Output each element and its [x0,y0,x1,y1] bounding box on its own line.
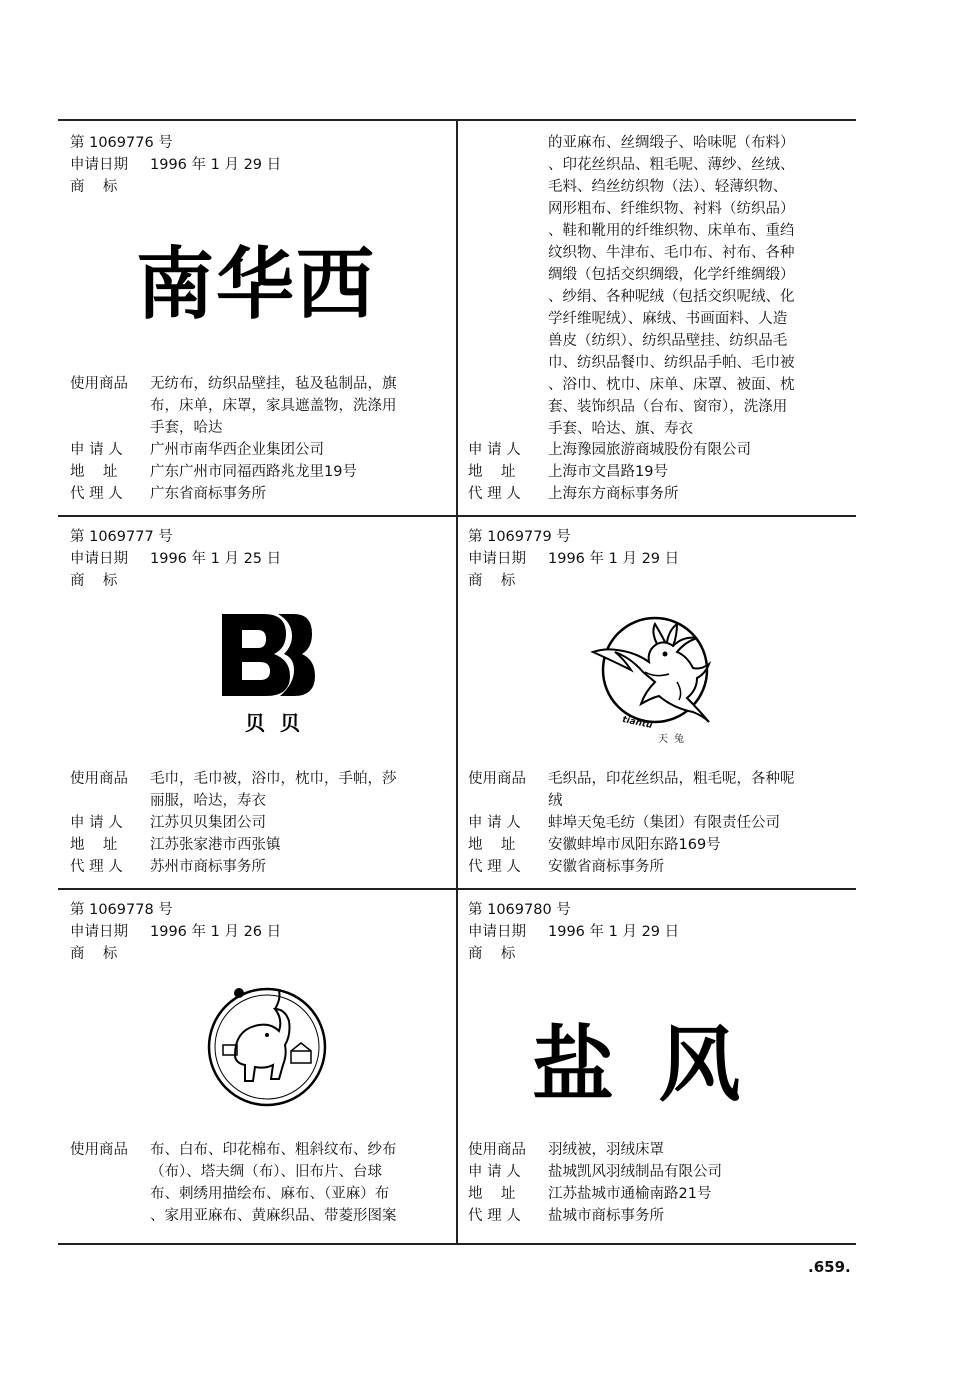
day-unit: 日 [664,551,680,567]
goods-line: 无纺布，纺织品壁挂，毡及毡制品，旗 [150,376,397,392]
trademark-wordmark: 南华西 [136,240,377,330]
goods-row [468,768,848,812]
day: 29 [641,924,661,940]
year-unit: 年 [589,551,605,567]
applicant-row [70,439,450,461]
goods-list [150,373,450,439]
goods-line: 绒 [548,793,563,809]
goods-line: 巾、纺织品餐巾、纺织品手帕、毛巾被 [548,355,795,371]
agent-label: 代 理 人 [468,486,521,502]
mark-row [70,176,450,198]
flying-rabbit-logo [585,612,725,747]
mark-label: 商 标 [468,573,516,589]
applicant-row [70,812,450,834]
agent: 广东省商标事务所 [150,486,266,502]
goods-line: （布）、塔夫绸（布）、旧布片、台球 [150,1164,382,1180]
mark-row [468,943,848,965]
year-unit: 年 [191,551,207,567]
month-unit: 月 [224,924,239,940]
date-label: 申请日期 [468,924,526,940]
date-label: 申请日期 [468,551,526,567]
goods-line: 布、刺绣用描绘布、麻布、（亚麻）布 [150,1186,390,1202]
month-unit: 月 [622,924,637,940]
year: 1996 [548,924,585,940]
day-unit: 日 [664,924,680,940]
date-label: 申请日期 [70,924,128,940]
day: 26 [243,924,263,940]
mark-label: 商 标 [70,179,118,195]
entry-number-row [70,132,450,154]
goods-line: 、家用亚麻布、黄麻织品、带菱形图案 [150,1208,397,1224]
month: 1 [608,551,618,567]
no-prefix: 第 [70,529,85,545]
page-number: .659. [808,1258,851,1276]
year-unit: 年 [191,924,207,940]
month-unit: 月 [224,157,239,173]
agent-label: 代 理 人 [468,859,521,875]
goods-row [70,373,450,439]
applicant-row [468,439,848,461]
agent-row [468,1205,848,1227]
date-row [70,921,450,943]
goods-row [70,768,450,812]
address-label: 地 址 [468,1186,516,1202]
agent-label: 代 理 人 [70,486,123,502]
applicant-label: 申 请 人 [70,815,123,831]
applicant-row [468,812,848,834]
column-divider [456,119,458,1245]
goods-line: 的亚麻布、丝绸缎子、哈味呢（布料） [548,135,795,151]
application-date [150,548,450,570]
applicant-label: 申 请 人 [70,442,123,458]
goods-list [150,1139,450,1227]
address: 江苏盐城市通榆南路21号 [548,1186,712,1202]
address-label: 地 址 [70,837,118,853]
application-date [150,154,450,176]
mark-row [468,570,848,592]
year-unit: 年 [191,157,207,173]
goods-label: 使用商品 [70,771,128,787]
entry-number-row [70,899,450,921]
day-unit: 日 [266,924,282,940]
entry-number-row [70,526,450,548]
rabbit-logo-latin: tiantu [621,714,654,732]
agent: 盐城市商标事务所 [548,1208,664,1224]
agent-row [468,483,848,505]
goods-line: 丽服，哈达，寿衣 [150,793,266,809]
address-label: 地 址 [468,464,516,480]
agent: 上海东方商标事务所 [548,486,679,502]
date-label: 申请日期 [70,551,128,567]
date-row [70,548,450,570]
entry-number: 1069778 [89,902,154,918]
date-label: 申请日期 [70,157,128,173]
continuation-details [468,439,848,505]
mark-label: 商 标 [468,946,516,962]
goods-label: 使用商品 [70,376,128,392]
applicant: 上海豫园旅游商城股份有限公司 [548,442,751,458]
agent: 苏州市商标事务所 [150,859,266,875]
no-suffix: 号 [158,902,173,918]
address-row [70,461,450,483]
goods-line: 套、装饰织品（台布、窗帘），洗涤用 [548,399,788,415]
date-row [468,921,848,943]
address-row [468,834,848,856]
year: 1996 [150,551,187,567]
agent: 安徽省商标事务所 [548,859,664,875]
address: 上海市文昌路19号 [548,464,668,480]
entry-1069777-details [70,768,450,878]
goods-line: 羽绒被，羽绒床罩 [548,1142,664,1158]
goods-line: 手套、哈达、旗、寿衣 [548,421,693,437]
agent-label: 代 理 人 [70,859,123,875]
entry-1069776-details [70,373,450,505]
no-suffix: 号 [158,135,173,151]
applicant-label: 申 请 人 [468,442,521,458]
entry-1069778-details [70,1139,450,1227]
trademark-wordmark: 盐 风 [532,1018,749,1113]
no-suffix: 号 [556,529,571,545]
goods-line: 毛料、绉丝纺织物（法）、轻薄织物、 [548,179,788,195]
goods-continuation [548,132,848,440]
goods-line: 、鞋和靴用的纤维织物、床单布、重绉 [548,223,795,239]
mark-row [70,943,450,965]
applicant-label: 申 请 人 [468,1164,521,1180]
application-date [548,548,848,570]
applicant: 盐城凯风羽绒制品有限公司 [548,1164,722,1180]
date-row [468,548,848,570]
month: 1 [210,924,220,940]
goods-line: 布、白布、印花棉布、粗斜纹布、纱布 [150,1142,397,1158]
entry-number-row [468,526,848,548]
goods-line: 布，床单，床罩，家具遮盖物，洗涤用 [150,398,397,414]
goods-label: 使用商品 [468,1142,526,1158]
entry-number: 1069776 [89,135,154,151]
goods-line: 网形粗布、纤维织物、衬料（纺织品） [548,201,795,217]
goods-row [468,1139,848,1161]
goods-line: 、印花丝织品、粗毛呢、薄纱、丝绒、 [548,157,795,173]
year: 1996 [548,551,585,567]
address: 江苏张家港市西张镇 [150,837,281,853]
day-unit: 日 [266,551,282,567]
month-unit: 月 [622,551,637,567]
address-row [468,1183,848,1205]
entry-number: 1069779 [487,529,552,545]
agent-row [70,856,450,878]
no-suffix: 号 [158,529,173,545]
elephant-emblem-logo [205,985,329,1109]
applicant-label: 申 请 人 [468,815,521,831]
day: 29 [243,157,263,173]
address-row [70,834,450,856]
goods-line: 毛织品，印花丝织品，粗毛呢，各种呢 [548,771,795,787]
address: 广东广州市同福西路兆龙里19号 [150,464,357,480]
applicant: 广州市南华西企业集团公司 [150,442,324,458]
application-date [150,921,450,943]
year: 1996 [150,924,187,940]
day: 25 [243,551,263,567]
goods-list [150,768,450,812]
mark-label: 商 标 [70,573,118,589]
month: 1 [608,924,618,940]
month: 1 [210,551,220,567]
goods-list [548,1139,848,1161]
day-unit: 日 [266,157,282,173]
address-label: 地 址 [468,837,516,853]
goods-label: 使用商品 [70,1142,128,1158]
applicant: 蚌埠天兔毛纺（集团）有限责任公司 [548,815,780,831]
goods-row [70,1139,450,1227]
no-prefix: 第 [70,135,85,151]
entry-1069778 [70,899,450,965]
no-prefix: 第 [468,902,483,918]
no-prefix: 第 [468,529,483,545]
entry-1069780-details [468,1139,848,1227]
goods-line: 兽皮（纺织）、纺织品壁挂、纺织品毛 [548,333,788,349]
applicant-row [468,1161,848,1183]
no-suffix: 号 [556,902,571,918]
rabbit-logo-caption: 天兔 [658,734,690,745]
entry-1069780 [468,899,848,965]
goods-line: 纹织物、牛津布、毛巾布、衬布、各种 [548,245,795,261]
goods-line: 手套，哈达 [150,420,223,436]
application-date [548,921,848,943]
bb-logo-caption: 贝 贝 [245,711,304,735]
agent-label: 代 理 人 [468,1208,521,1224]
entry-number-row [468,899,848,921]
bb-logo [220,610,316,700]
year-unit: 年 [589,924,605,940]
address-row [468,461,848,483]
entry-1069779-details [468,768,848,878]
goods-line: 毛巾，毛巾被，浴巾，枕巾，手帕，莎 [150,771,397,787]
date-row [70,154,450,176]
applicant: 江苏贝贝集团公司 [150,815,266,831]
address-label: 地 址 [70,464,118,480]
entry-number: 1069777 [89,529,154,545]
agent-row [70,483,450,505]
day: 29 [641,551,661,567]
mark-row [70,570,450,592]
goods-label: 使用商品 [468,771,526,787]
no-prefix: 第 [70,902,85,918]
entry-number: 1069780 [487,902,552,918]
goods-line: 学纤维呢绒）、麻绒、书画面料、人造 [548,311,788,327]
mark-label: 商 标 [70,946,118,962]
goods-line: 、纱绢、各种呢绒（包括交织呢绒、化 [548,289,795,305]
goods-line: 、浴巾、枕巾、床单、床罩、被面、枕 [548,377,795,393]
agent-row [468,856,848,878]
goods-list [548,768,848,812]
goods-line: 绸缎（包括交织绸缎，化学纤维绸缎） [548,267,795,283]
entry-1069776 [70,132,450,198]
entry-1069779 [468,526,848,592]
month: 1 [210,157,220,173]
address: 安徽蚌埠市凤阳东路169号 [548,837,721,853]
entry-1069777 [70,526,450,592]
month-unit: 月 [224,551,239,567]
year: 1996 [150,157,187,173]
